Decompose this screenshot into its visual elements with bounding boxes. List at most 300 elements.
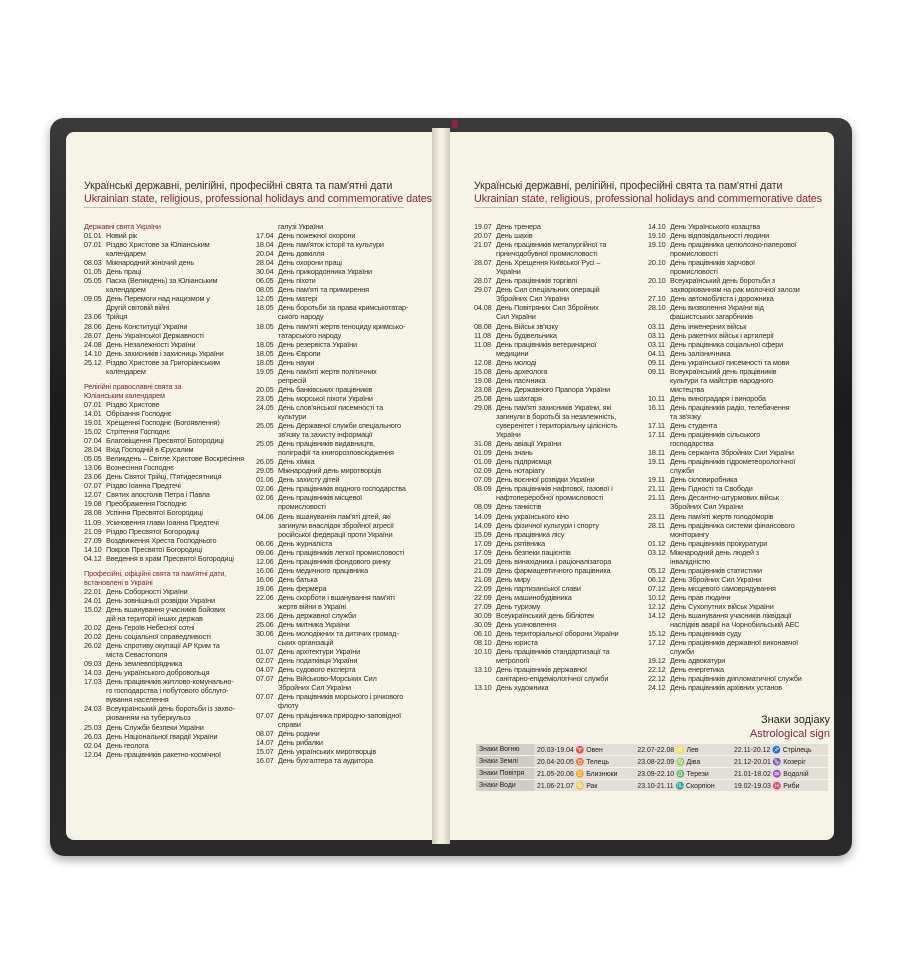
holiday-name: День українського добровольця — [106, 668, 210, 678]
holiday-entry — [648, 340, 828, 349]
holiday-name: День Військ зв'язку — [496, 321, 559, 331]
holiday-entry — [648, 349, 828, 358]
holiday-date: 28.07 — [474, 276, 492, 286]
holiday-name: День працівників архівних установ — [670, 683, 782, 693]
holiday-date: 14.10 — [84, 348, 102, 358]
zodiac-row — [476, 768, 828, 780]
zodiac-sign-cell: 23.09-22.10 ♎ Терези — [634, 768, 731, 780]
holiday-entry — [84, 340, 260, 349]
holiday-name: День захисту дітей — [278, 475, 340, 485]
holiday-name: День працівників видавництв, — [278, 439, 375, 449]
holiday-entry — [474, 322, 644, 331]
holiday-entry — [648, 475, 828, 484]
holiday-date: 19.05 — [256, 366, 274, 376]
entry-continuation: ських організацій — [278, 638, 334, 648]
entry-continuation: репресій — [278, 375, 307, 385]
holiday-name: День сержанта Збройних Сил України — [670, 448, 794, 458]
holiday-date: 14.01 — [84, 408, 102, 418]
holiday-date: 29.08 — [474, 402, 492, 412]
holiday-date: 12.08 — [474, 357, 492, 367]
holiday-name: День пам'яті жертв геноциду кримсько- — [278, 321, 406, 331]
holiday-name: День працівника лісу — [496, 529, 565, 539]
holiday-entry — [256, 656, 428, 665]
holiday-name: День танкістів — [496, 502, 542, 512]
entry-continuation: загинули внаслідок збройної агресії — [278, 520, 394, 530]
holiday-date: 02.07 — [256, 656, 274, 666]
holiday-entry — [474, 548, 644, 557]
holiday-name: День працівників місцевої — [278, 493, 362, 503]
holiday-name: День пам'яті жертв політичних — [278, 366, 377, 376]
zodiac-title-ua: Знаки зодіаку — [760, 714, 830, 726]
holiday-name: День студента — [670, 421, 718, 431]
holiday-date: 08.08 — [474, 321, 492, 331]
holiday-name: День авіації України — [496, 439, 562, 449]
holiday-name: День Героїв Небесної сотні — [106, 623, 195, 633]
holiday-date: 21.11 — [648, 493, 665, 503]
holiday-name: День працівників фондового ринку — [278, 556, 391, 566]
holiday-name: День археолога — [496, 366, 548, 376]
holiday-name: День визволення України від — [670, 303, 764, 313]
holiday-entry — [648, 403, 828, 412]
holiday-name: День працівників ракетно-космічної — [106, 749, 221, 759]
holiday-name: День судового експерта — [278, 665, 356, 675]
holiday-date: 28.07 — [474, 258, 492, 268]
holiday-date: 07.01 — [84, 399, 102, 409]
left-column-2 — [256, 222, 428, 765]
holiday-name: День працівників стандартизації та — [496, 647, 610, 657]
holiday-entry — [648, 276, 828, 285]
entry-continuation: захворюванням на рак молочної залози — [670, 285, 800, 295]
holiday-entry — [474, 502, 644, 511]
holiday-name: Різдво Христове за Григоріанським — [106, 357, 220, 367]
holiday-date: 01.05 — [84, 267, 102, 277]
zodiac-sign-cell: 22.11-20.12 ♐ Стрілець — [731, 744, 828, 756]
holiday-name: День фізичної культури і спорту — [496, 520, 599, 530]
holiday-date: 14.07 — [256, 737, 274, 747]
holiday-date: 14.09 — [474, 511, 492, 521]
section-heading: Професійні, офіційні свята та пам'ятні дати, — [84, 568, 227, 578]
holiday-date: 11.09 — [84, 517, 101, 527]
holiday-entry — [84, 427, 260, 436]
holiday-entry — [648, 656, 828, 665]
holiday-entry — [256, 475, 428, 484]
holiday-name: День працівників ветеринарної — [496, 339, 597, 349]
entry-continuation: наслідків аварії на Чорнобильській АЕС — [670, 620, 800, 630]
holiday-name: День працівників прокуратури — [670, 538, 768, 548]
holiday-date: 23.06 — [84, 312, 102, 322]
entry-continuation: служби — [670, 466, 694, 476]
entry-continuation: промисловості — [670, 267, 718, 277]
holiday-name: День медичного працівника — [278, 565, 369, 575]
holiday-date: 26.02 — [84, 641, 102, 651]
holiday-entry — [474, 557, 644, 566]
holiday-entry — [474, 602, 644, 611]
holiday-date: 26.05 — [256, 457, 274, 467]
holiday-name: День молодіжних та дитячих громад- — [278, 629, 399, 639]
holiday-date: 19.11 — [648, 475, 665, 485]
holiday-name: Усікновення глави Іоанна Предтечі — [106, 517, 219, 527]
holiday-name: День прав людини — [670, 592, 731, 602]
zodiac-sign-cell: 20.04-20.05 ♉ Телець — [534, 756, 634, 768]
holiday-entry — [256, 692, 428, 701]
holiday-name: День юриста — [496, 638, 538, 648]
entry-continuation: промисловості — [670, 249, 718, 259]
holiday-entry — [84, 418, 260, 427]
holiday-name: День усиновлення — [496, 620, 556, 630]
section-heading: Юліанським календарем — [84, 390, 165, 400]
holiday-name: День Українського козацтва — [670, 222, 761, 231]
holiday-name: День працівників харчової — [670, 258, 755, 268]
zodiac-element-label: Знаки Повітря — [476, 768, 534, 780]
entry-continuation: дій на території інших держав — [106, 613, 203, 623]
holiday-date: 15.07 — [256, 746, 274, 756]
holiday-name: День працівників торгівлі — [496, 276, 577, 286]
holiday-name: День Європи — [278, 348, 321, 358]
holiday-date: 18.05 — [256, 348, 274, 358]
holiday-entry — [84, 312, 260, 321]
holiday-date: 21.07 — [474, 240, 492, 250]
holiday-date: 08.07 — [256, 728, 274, 738]
holiday-entry — [84, 267, 260, 276]
holiday-date: 07.04 — [84, 436, 102, 446]
holiday-entry — [648, 448, 828, 457]
holiday-date: 09.06 — [256, 547, 274, 557]
holiday-entry — [474, 466, 644, 475]
holiday-entry — [84, 623, 260, 632]
holiday-name: День туризму — [496, 601, 541, 611]
holiday-date: 12.12 — [648, 601, 666, 611]
holiday-date: 19.08 — [474, 375, 492, 385]
holiday-date: 16.06 — [256, 574, 274, 584]
holiday-entry — [648, 231, 828, 240]
holiday-date: 10.11 — [648, 393, 665, 403]
holiday-entry — [648, 512, 828, 521]
holiday-date: 09.11 — [648, 366, 665, 376]
holiday-name: День Гідності та Свободи — [670, 484, 753, 494]
holiday-entry — [84, 596, 260, 605]
holiday-date: 17.12 — [648, 638, 666, 648]
holiday-entry — [474, 258, 644, 267]
holiday-entry — [84, 445, 260, 454]
holiday-name: День працівників морського і річкового — [278, 692, 404, 702]
holiday-name: День миру — [496, 574, 531, 584]
zodiac-sign-cell: 21.06-21.07 ♋ Рак — [534, 780, 634, 792]
holiday-entry — [648, 674, 828, 683]
holiday-entry — [84, 750, 260, 759]
holiday-date: 15.02 — [84, 427, 102, 437]
holiday-date: 12.04 — [84, 749, 102, 759]
entry-continuation: України — [496, 267, 521, 277]
holiday-name: День скловиробника — [670, 475, 738, 485]
zodiac-row — [476, 744, 828, 756]
holiday-date: 07.09 — [474, 475, 492, 485]
holiday-date: 19.01 — [84, 417, 102, 427]
holiday-entry — [256, 385, 428, 394]
holiday-date: 30.06 — [256, 629, 274, 639]
holiday-entry — [84, 554, 260, 563]
holiday-date: 01.01 — [84, 231, 102, 241]
entry-continuation: календарем — [106, 285, 146, 295]
holiday-date: 02.06 — [256, 493, 274, 503]
entry-continuation: татарського народу — [278, 330, 342, 340]
holiday-entry — [84, 331, 260, 340]
holiday-date: 19.06 — [256, 583, 274, 593]
holiday-entry — [256, 674, 428, 683]
holiday-name: День Збройних Сил України — [670, 574, 762, 584]
entry-continuation: Другій світовій війні — [106, 303, 170, 313]
holiday-entry — [474, 358, 644, 367]
holiday-name: День Національної гвардії України — [106, 731, 218, 741]
holiday-entry — [84, 349, 260, 358]
holiday-name: День працівників нафтової, газової і — [496, 484, 613, 494]
holiday-date: 08.09 — [474, 484, 492, 494]
holiday-date: 28.10 — [648, 303, 666, 313]
holiday-date: 17.11 — [648, 421, 665, 431]
entry-continuation: вування населення — [106, 695, 169, 705]
holiday-name: Успіння Пресвятої Богородиці — [106, 508, 203, 518]
holiday-entry — [256, 512, 428, 521]
holiday-entry — [256, 466, 428, 475]
holiday-name: Міжнародний день людей з — [670, 547, 760, 557]
holiday-date: 07.01 — [84, 240, 102, 250]
holiday-date: 14.10 — [648, 222, 666, 231]
holiday-date: 24.08 — [84, 339, 102, 349]
holiday-entry — [648, 322, 828, 331]
holiday-date: 13.10 — [474, 665, 492, 675]
holiday-name: День фермера — [278, 583, 327, 593]
holiday-name: День архітектури України — [278, 647, 361, 657]
holiday-date: 20.04 — [256, 249, 274, 259]
holiday-name: День морської піхоти України — [278, 393, 373, 403]
holiday-date: 25.03 — [84, 722, 102, 732]
holiday-name: День виноградаря і винороба — [670, 393, 766, 403]
holiday-entry — [256, 620, 428, 629]
holiday-date: 01.12 — [648, 538, 666, 548]
holiday-date: 04.11 — [648, 348, 665, 358]
holiday-name: День охорони праці — [278, 258, 342, 268]
holiday-entry — [474, 647, 644, 656]
holiday-name: Міжнародний жіночий день — [106, 258, 195, 268]
entry-continuation: Збройних Сил України — [278, 683, 351, 693]
holiday-name: День працівників статистики — [670, 565, 762, 575]
entry-continuation: суверенітет і територіальну цілісність — [496, 421, 618, 431]
holiday-entry — [256, 421, 428, 430]
holiday-name: Воздвиження Хреста Господнього — [106, 535, 217, 545]
entry-continuation: мистецтва — [670, 384, 705, 394]
holiday-name: День спротиву окупації АР Крим та — [106, 641, 220, 651]
holiday-date: 05.05 — [84, 276, 102, 286]
holiday-name: День партизанської слави — [496, 583, 581, 593]
holiday-entry — [256, 647, 428, 656]
holiday-entry — [256, 584, 428, 593]
holiday-date: 22.06 — [256, 592, 274, 602]
holiday-entry — [84, 409, 260, 418]
holiday-entry — [474, 285, 644, 294]
holiday-name: День батька — [278, 574, 318, 584]
holiday-entry — [84, 587, 260, 596]
holiday-name: День праці — [106, 267, 142, 277]
holiday-entry — [84, 258, 260, 267]
holiday-name: День соціальної справедливості — [106, 632, 211, 642]
holiday-date: 06.10 — [474, 629, 492, 639]
holiday-date: 20.10 — [648, 258, 666, 268]
entry-continuation: рюванням на туберкульоз — [106, 713, 191, 723]
right-title-en: Ukrainian state, religious, professional holidays and commemorative dates — [474, 193, 822, 205]
holiday-date: 12.07 — [84, 490, 102, 500]
holiday-name: День слов'янської писемності та — [278, 402, 384, 412]
holiday-entry — [84, 240, 260, 249]
holiday-entry — [256, 394, 428, 403]
holiday-name: Всеукраїнський день боротьби із захво- — [106, 704, 235, 714]
holiday-name: День Десантно-штурмових військ — [670, 493, 779, 503]
holiday-name: День працівників житлово-комунально- — [106, 677, 234, 687]
holiday-entry — [648, 539, 828, 548]
holiday-name: День митника України — [278, 620, 350, 630]
holiday-date: 03.11 — [648, 321, 665, 331]
holiday-name: День землевпорядника — [106, 659, 183, 669]
entry-continuation: російської федерації проти України — [278, 529, 393, 539]
zodiac-sign-cell: 23.08-22.09 ♍ Діва — [634, 756, 731, 768]
holiday-name: День працівників легкої промисловості — [278, 547, 404, 557]
holiday-entry — [84, 659, 260, 668]
holiday-name: День науки — [278, 357, 315, 367]
holiday-entry — [474, 620, 644, 629]
holiday-name: День художника — [496, 683, 549, 693]
holiday-entry — [648, 493, 828, 502]
holiday-name: День прикордонника України — [278, 267, 372, 277]
entry-continuation: Збройних Сил України — [496, 294, 569, 304]
holiday-entry — [84, 490, 260, 499]
holiday-entry — [648, 294, 828, 303]
holiday-date: 25.06 — [256, 620, 274, 630]
holiday-date: 05.05 — [84, 454, 102, 464]
holiday-name: День працівника природно-заповідної — [278, 710, 401, 720]
holiday-name: Обрізання Господнє — [106, 408, 172, 418]
holiday-entry — [256, 629, 428, 638]
holiday-name: День пам'яті захисників України, які — [496, 402, 611, 412]
holiday-date: 08.05 — [256, 285, 274, 295]
holiday-name: День працівників державної — [496, 665, 587, 675]
holiday-date: 21.09 — [474, 574, 492, 584]
holiday-entry — [256, 403, 428, 412]
left-title-en: Ukrainian state, religious, professional holidays and commemorative dates — [84, 193, 432, 205]
holiday-name: День працівників металургійної та — [496, 240, 607, 250]
holiday-name: День Служби безпеки України — [106, 722, 204, 732]
holiday-name: День енергетика — [670, 665, 724, 675]
section-heading: встановлені в Україні — [84, 577, 153, 587]
holiday-date: 27.10 — [648, 294, 666, 304]
holiday-name: День матері — [278, 294, 318, 304]
entry-continuation: санітарно-епідеміологічної служби — [496, 674, 609, 684]
holiday-date: 15.09 — [474, 529, 492, 539]
zodiac-table — [476, 744, 828, 792]
holiday-entry — [474, 303, 644, 312]
holiday-entry — [648, 430, 828, 439]
holiday-entry — [256, 548, 428, 557]
holiday-entry — [474, 457, 644, 466]
entry-continuation: інвалідністю — [670, 556, 710, 566]
holiday-name: День Сил спеціальних операцій — [496, 285, 600, 295]
holiday-entry — [648, 394, 828, 403]
holiday-name: День винахідника і раціоналізатора — [496, 556, 612, 566]
holiday-entry — [256, 349, 428, 358]
holiday-name: День Конституції України — [106, 321, 188, 331]
holiday-date: 09.05 — [84, 294, 102, 304]
holiday-date: 03.11 — [648, 330, 665, 340]
holiday-name: День бухгалтера та аудитора — [278, 755, 373, 765]
entry-continuation: культури — [278, 411, 307, 421]
holiday-entry — [474, 611, 644, 620]
holiday-date: 17.04 — [256, 231, 274, 241]
holiday-name: День журналіста — [278, 538, 333, 548]
holiday-name: Благовіщення Пресвятої Богородиці — [106, 436, 224, 446]
holiday-entry — [84, 400, 260, 409]
holiday-name: День українських миротворців — [278, 746, 377, 756]
holiday-date: 02.06 — [256, 484, 274, 494]
holiday-date: 08.03 — [84, 258, 102, 268]
holiday-name: День безпеки пацієнтів — [496, 547, 571, 557]
holiday-entry — [474, 475, 644, 484]
left-column-1 — [84, 222, 260, 759]
holiday-entry — [256, 322, 428, 331]
holiday-entry — [256, 575, 428, 584]
holiday-name: День працівників державної виконавчої — [670, 638, 799, 648]
holiday-date: 04.06 — [256, 511, 274, 521]
holiday-entry — [474, 240, 644, 249]
holiday-entry — [84, 536, 260, 545]
holiday-date: 07.07 — [256, 710, 274, 720]
holiday-name: Всеукраїнський день бібліотек — [496, 611, 595, 621]
holiday-date: 22.12 — [648, 665, 666, 675]
holiday-name: День працівника системи фінансового — [670, 520, 795, 530]
holiday-entry — [256, 747, 428, 756]
holiday-name: День працівників гідрометеорологічної — [670, 457, 796, 467]
holiday-name: Вознесіння Господнє — [106, 463, 174, 473]
holiday-entry — [84, 545, 260, 554]
holiday-date: 22.09 — [474, 583, 492, 593]
holiday-name: День працівників водного господарства — [278, 484, 406, 494]
holiday-date: 15.12 — [648, 629, 666, 639]
zodiac-title-en: Astrological sign — [749, 728, 830, 740]
holiday-entry — [84, 508, 260, 517]
holiday-date: 11.08 — [474, 330, 491, 340]
holiday-date: 08.10 — [474, 638, 492, 648]
holiday-entry — [84, 632, 260, 641]
holiday-entry — [474, 331, 644, 340]
holiday-entry — [84, 231, 260, 240]
holiday-entry — [84, 436, 260, 445]
entry-continuation: моніторингу — [670, 529, 709, 539]
holiday-name: День пам'яток історії та культури — [278, 240, 384, 250]
holiday-name: День скорботи і вшанування пам'яті — [278, 592, 395, 602]
holiday-entry — [648, 484, 828, 493]
holiday-entry — [256, 593, 428, 602]
holiday-entry — [256, 711, 428, 720]
section-heading: Релігійні православні свята за — [84, 381, 182, 391]
zodiac-element-label: Знаки Вогню — [476, 744, 534, 756]
holiday-entry — [648, 575, 828, 584]
holiday-name: Трійця — [106, 312, 128, 322]
holiday-name: Введення в храм Пресвятої Богородиці — [106, 553, 234, 563]
holiday-entry — [474, 575, 644, 584]
holiday-entry — [648, 457, 828, 466]
holiday-date: 13.10 — [474, 683, 492, 693]
holiday-entry — [648, 548, 828, 557]
holiday-entry — [474, 584, 644, 593]
holiday-name: День державної служби — [278, 611, 356, 621]
holiday-entry — [256, 340, 428, 349]
holiday-entry — [474, 376, 644, 385]
